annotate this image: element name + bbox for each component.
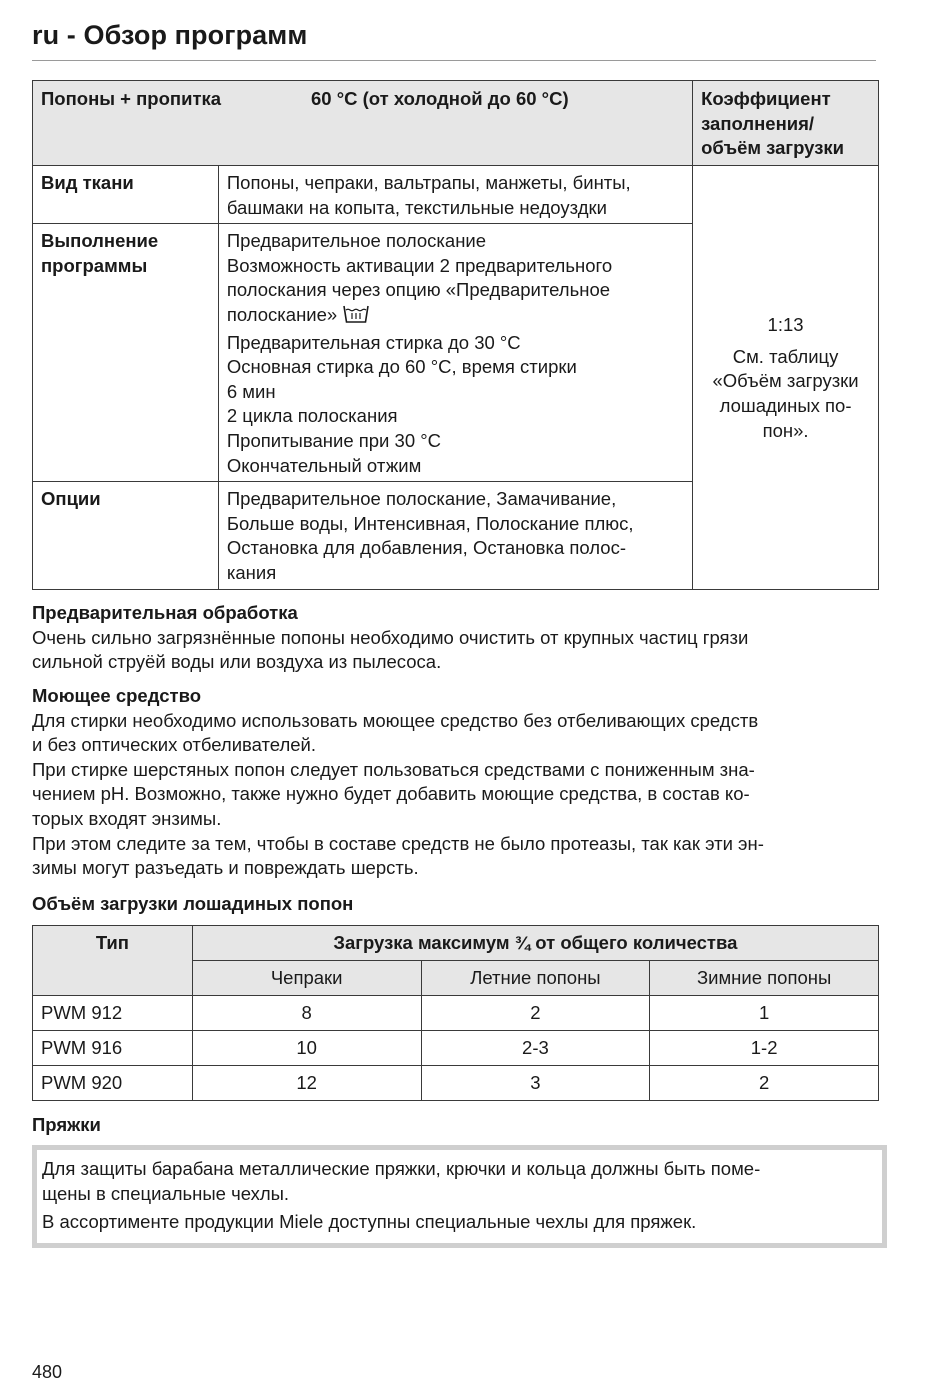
detergent-line: Для стирки необходимо использовать моющее средство без отбеливающих средств xyxy=(32,709,759,731)
buckles-note xyxy=(32,1145,887,1248)
options-line: Остановка для добавления, Остановка полос- xyxy=(226,537,627,559)
buckles-line: В ассортименте продукции Miele доступны специальные чехлы для пряжек. xyxy=(42,1211,697,1233)
execution-line: Предварительное полоскание xyxy=(226,230,487,252)
value-cell: 1-2 xyxy=(650,1031,879,1066)
execution-line: Пропитывание при 30 °C xyxy=(226,429,442,451)
buckles-heading: Пряжки xyxy=(32,1114,101,1135)
load-heading: Объём загрузки лошадиных попон xyxy=(32,893,354,914)
prewash-icon xyxy=(343,304,369,331)
coef-header-line: объём загрузки xyxy=(701,137,845,159)
execution-label-line: Выполнение xyxy=(41,230,159,252)
coefficient-line: лошадиных по- xyxy=(719,395,852,417)
value-cell: 8 xyxy=(192,996,421,1031)
column-header: Летние попоны xyxy=(421,961,650,996)
fabric-row xyxy=(33,166,879,224)
detergent-heading: Моющее средство xyxy=(32,685,201,706)
pretreatment-section xyxy=(32,601,882,675)
type-cell: PWM 920 xyxy=(33,1066,193,1101)
options-line: Предварительное полоскание, Замачивание, xyxy=(226,488,617,510)
coef-header-line: заполнения/ xyxy=(701,112,815,134)
execution-line: 2 цикла полоскания xyxy=(226,405,398,427)
page-number: 480 xyxy=(32,1362,63,1382)
options-label: Опции xyxy=(33,482,219,589)
coefficient-ratio: 1:13 xyxy=(767,314,804,336)
value-cell: 2 xyxy=(650,1066,879,1101)
program-table xyxy=(32,80,879,590)
group-header: Загрузка максимум ¾ от общего количества xyxy=(192,926,878,961)
table-row xyxy=(33,996,879,1031)
detergent-line: чением pH. Возможно, также нужно будет добавить моющие средства, в состав ко- xyxy=(32,783,750,805)
pretreatment-line: Очень сильно загрязнённые попоны необходимо очистить от крупных частиц грязи xyxy=(32,626,749,648)
page-title: ru - Обзор программ xyxy=(32,20,308,50)
coefficient-cell xyxy=(693,166,879,590)
value-cell: 12 xyxy=(192,1066,421,1101)
title-divider xyxy=(32,60,876,61)
pretreatment-heading: Предварительная обработка xyxy=(32,602,298,623)
program-header-row xyxy=(33,81,879,166)
detergent-line: При этом следите за тем, чтобы в составе средств не было протеазы, так как эти эн- xyxy=(32,832,764,854)
fabric-label: Вид ткани xyxy=(33,166,219,224)
value-cell: 10 xyxy=(192,1031,421,1066)
execution-line: Возможность активации 2 предварительного xyxy=(226,254,613,276)
load-header-row xyxy=(33,926,879,961)
execution-line-with-icon xyxy=(227,303,684,331)
execution-line: Окончательный отжим xyxy=(226,454,422,476)
execution-label xyxy=(33,224,219,482)
coefficient-line: «Объём загрузки xyxy=(712,370,859,392)
column-header: Зимние попоны xyxy=(650,961,879,996)
pretreatment-line: сильной струёй воды или воздуха из пылесоса. xyxy=(32,651,442,673)
value-cell: 2-3 xyxy=(421,1031,650,1066)
detergent-line: зимы могут разъедать и повреждать шерсть. xyxy=(32,857,419,879)
column-header: Чепраки xyxy=(192,961,421,996)
detergent-line: и без оптических отбеливателей. xyxy=(32,734,317,756)
options-line: Больше воды, Интенсивная, Полоскание плюс, xyxy=(226,512,634,534)
value-cell: 3 xyxy=(421,1066,650,1101)
detergent-line: торых входят энзимы. xyxy=(32,807,222,829)
fabric-line: Попоны, чепраки, вальтрапы, манжеты, бинты, xyxy=(226,172,631,193)
options-value xyxy=(218,482,692,589)
buckles-section xyxy=(32,1113,882,1138)
buckles-line: щены в специальные чехлы. xyxy=(42,1182,290,1204)
detergent-section xyxy=(32,684,882,881)
load-table xyxy=(32,925,879,1101)
execution-label-line: программы xyxy=(41,254,148,276)
coefficient-line: См. таблицу xyxy=(732,345,839,367)
fabric-value xyxy=(218,166,692,224)
type-cell: PWM 916 xyxy=(33,1031,193,1066)
type-cell: PWM 912 xyxy=(33,996,193,1031)
table-row xyxy=(33,1031,879,1066)
value-cell: 2 xyxy=(421,996,650,1031)
coef-header-line: Коэффициент xyxy=(701,88,831,109)
program-temperature: 60 °C (от холодной до 60 °C) xyxy=(311,88,569,109)
program-header-cell xyxy=(33,81,693,166)
execution-line: полоскание» xyxy=(226,303,338,325)
execution-value xyxy=(218,224,692,482)
options-line: кания xyxy=(226,561,277,583)
execution-line: Предварительная стирка до 30 °C xyxy=(226,331,521,353)
fabric-line: башмаки на копыта, текстильные недоуздки xyxy=(226,196,607,218)
value-cell: 1 xyxy=(650,996,879,1031)
execution-line: полоскания через опцию «Предварительное xyxy=(226,279,611,301)
program-name: Попоны + пропитка xyxy=(41,88,222,109)
detergent-line: При стирке шерстяных попон следует пользоваться средствами с пониженным зна- xyxy=(32,758,755,780)
execution-line: 6 мин xyxy=(226,380,276,402)
buckles-line: Для защиты барабана металлические пряжки, крючки и кольца должны быть поме- xyxy=(42,1158,761,1179)
load-section xyxy=(32,892,882,917)
table-row xyxy=(33,1066,879,1101)
coefficient-header xyxy=(693,81,879,166)
execution-line: Основная стирка до 60 °C, время стирки xyxy=(226,356,577,378)
coefficient-line: пон». xyxy=(762,419,809,441)
type-header: Тип xyxy=(33,926,193,996)
